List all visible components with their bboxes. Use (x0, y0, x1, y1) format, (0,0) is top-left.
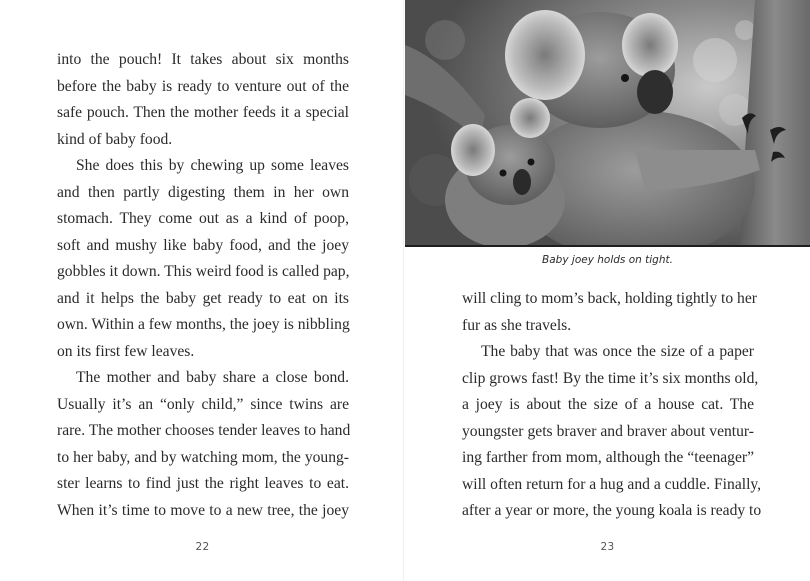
text-line: clip grows fast! By the time it’s six months old, (462, 369, 759, 387)
text-line: to her baby, and by watching mom, the young- (57, 448, 349, 466)
text-line: ster learns to find just the right leaves to eat. (57, 475, 349, 492)
paragraph (57, 365, 349, 524)
text-line: rare. The mother chooses tender leaves to hand (57, 422, 351, 439)
paragraph (462, 286, 757, 339)
text-line: and it helps the baby get ready to eat on its (57, 289, 349, 307)
text-line: fur as she travels. (462, 316, 572, 334)
text-line: ing farther from mom, although the “teenager” (462, 449, 754, 466)
text-line: She does this by chewing up some leaves (76, 157, 349, 174)
text-line: safe pouch. Then the mother feeds it a special (57, 104, 349, 121)
text-line: and then partly digesting them in her own (57, 183, 349, 201)
page-number: 23 (600, 541, 615, 553)
text-line: The mother and baby share a close bond. (76, 369, 349, 386)
text-line: after a year or more, the young koala is ready to (462, 502, 762, 519)
page-number: 22 (195, 541, 210, 553)
paragraph (57, 47, 349, 153)
koala-photo (405, 0, 810, 247)
photo-caption: Baby joey holds on tight. (542, 254, 673, 266)
right-page-body (462, 286, 762, 525)
text-line: stomach. They come out as a kind of poop, (57, 210, 349, 227)
paragraph (462, 339, 762, 525)
text-line: own. Within a few months, the joey is nibbling (57, 316, 350, 333)
text-line: youngster gets braver and braver about ventur- (462, 422, 754, 440)
text-line: When it’s time to move to a new tree, the joey (57, 501, 349, 519)
right-page (405, 0, 810, 581)
text-line: gobbles it down. This weird food is called pap, (57, 263, 350, 280)
text-line: before the baby is ready to venture out of the (57, 77, 349, 95)
text-line: a joey is about the size of a house cat. The (462, 396, 754, 413)
page-gutter (403, 0, 404, 581)
text-line: kind of baby food. (57, 130, 173, 148)
text-line: into the pouch! It takes about six months (57, 51, 349, 68)
text-line: soft and mushy like baby food, and the joey (57, 236, 349, 254)
text-line: Usually it’s an “only child,” since twins are (57, 395, 349, 413)
paragraph (57, 153, 349, 365)
text-line: will often return for a hug and a cuddle. Finally, (462, 475, 762, 493)
text-line: will cling to mom’s back, holding tightly to her (462, 290, 757, 307)
text-line: The baby that was once the size of a paper (481, 343, 754, 360)
text-line: on its first few leaves. (57, 342, 195, 360)
left-page-body (57, 47, 349, 524)
